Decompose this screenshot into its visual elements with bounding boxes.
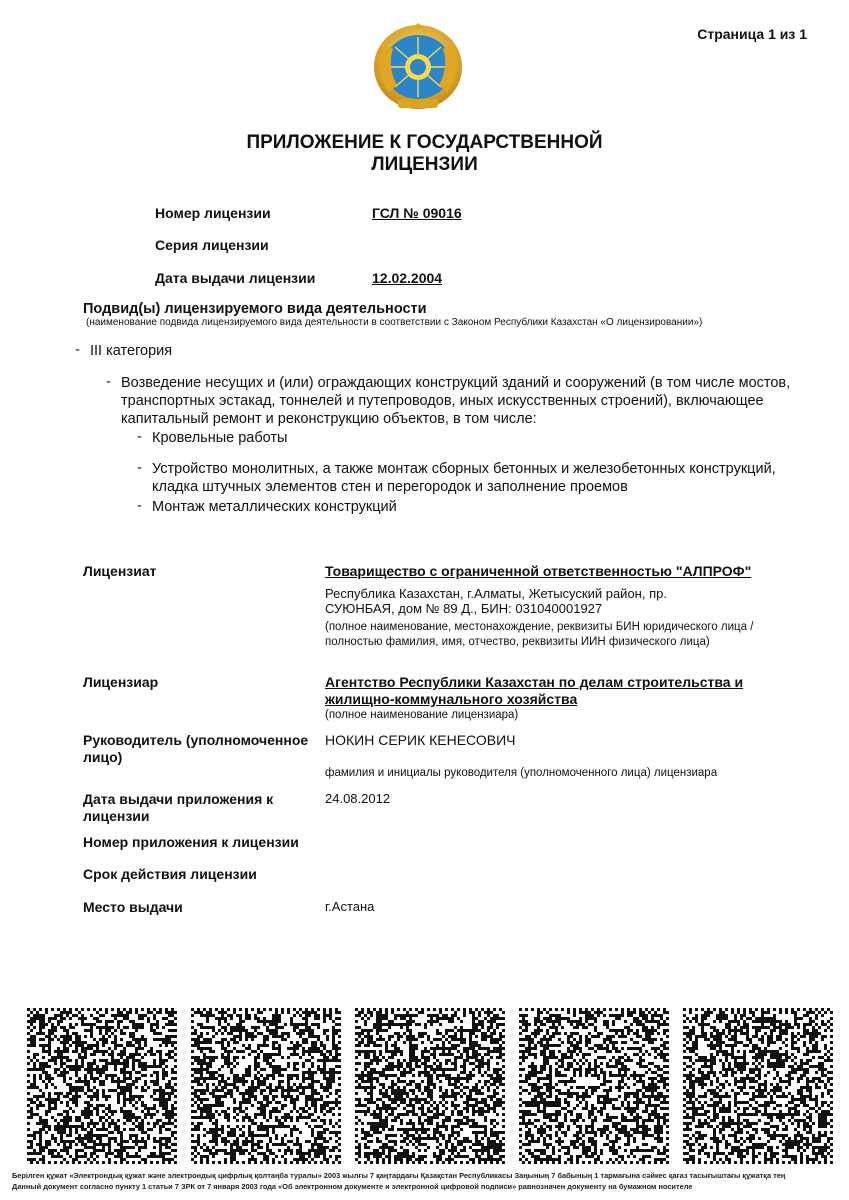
qr-code-icon [519,1008,669,1165]
place-value: г.Астана [325,899,375,914]
head-note: фамилия и инициалы руководителя (уполномоченного лица) лицензиара [325,767,718,779]
qr-code-icon [683,1008,833,1165]
subtype-heading: Подвид(ы) лицензируемого вида деятельности [83,301,427,317]
qr-code-icon [355,1008,505,1165]
licensee-label: Лицензиат [83,563,157,579]
title-line-1: ПРИЛОЖЕНИЕ К ГОСУДАРСТВЕННОЙ [246,132,603,153]
app-date-label: Дата выдачи приложения к лицензии [83,791,274,824]
license-number-label: Номер лицензии [155,205,271,221]
footer-line-kz: Берілген құжат «Электрондық құжат және электрондық цифрлық қолтаңба туралы» 2003 жылғы 7 қаңтардағы Қазақстан Республикасы Заңының 7 бабының 1 тармағына сәйкес қағаз тасығыштағы құжатқа тең [12,1171,786,1180]
licensor-note: (полное наименование лицензиара) [325,709,519,721]
licensee-address: Республика Казахстан, г.Алматы, Жетысуский район, пр. СУЮНБАЯ, дом № 89 Д., БИН: 031040001927 [325,586,667,616]
licensor-label: Лицензиар [83,674,159,690]
state-emblem-icon [371,23,465,115]
qr-code-icon [27,1008,177,1165]
license-series-label: Серия лицензии [155,237,269,253]
license-number-value: ГСЛ № 09016 [372,205,462,221]
place-label: Место выдачи [83,899,183,915]
dash-marker: - [137,460,142,476]
dash-marker: - [106,374,111,390]
licensor-name: Агентство Республики Казахстан по делам строительства и жилищно-коммунального хозяйства [325,674,744,707]
app-number-label: Номер приложения к лицензии [83,834,299,850]
sub-activity-item: Монтаж металлических конструкций [152,499,397,515]
licensee-note: (полное наименование, местонахождение, реквизиты БИН юридического лица / полностью фамилия, имя, отчество, реквизиты ИИН физического лица) [325,621,754,648]
validity-label: Срок действия лицензии [83,866,257,882]
document-title [0,132,849,176]
dash-marker: - [75,342,80,358]
qr-code-icon [191,1008,341,1165]
subtype-note: (наименование подвида лицензируемого вида деятельности в соответствии с Законом Республики Казахстан «О лицензировании») [86,317,703,328]
dash-marker: - [137,498,142,514]
head-label: Руководитель (уполномоченное лицо) [83,732,309,765]
head-name: НОКИН СЕРИК КЕНЕСОВИЧ [325,732,516,748]
sub-activity-item: Кровельные работы [152,430,288,446]
app-date-value: 24.08.2012 [325,791,391,806]
title-line-2: ЛИЦЕНЗИИ [371,154,478,175]
license-date-label: Дата выдачи лицензии [155,270,316,286]
footer-line-ru: Данный документ согласно пункту 1 статьи 7 ЗРК от 7 января 2003 года «Об электронном документе и электронной цифровой подписи» равнозначен документу на бумажном носителе [12,1182,693,1191]
page-number: Страница 1 из 1 [697,26,807,42]
footer [12,1170,785,1192]
main-activity: Возведение несущих и (или) ограждающих конструкций зданий и сооружений (в том числе мостов, транспортных эстакад, тоннелей и путепроводов, иных искусственных строений), включающее капитальный ремонт и реконструкцию объектов, в том числе: [121,375,791,427]
dash-marker: - [137,429,142,445]
license-date-value: 12.02.2004 [372,270,443,286]
category-label: III категория [90,343,173,359]
sub-activity-item: Устройство монолитных, а также монтаж сборных бетонных и железобетонных конструкций, кладка штучных элементов стен и перегородок и заполнение проемов [152,461,776,495]
licensee-name: Товарищество с ограниченной ответственностью "АЛПРОФ" [325,563,752,579]
